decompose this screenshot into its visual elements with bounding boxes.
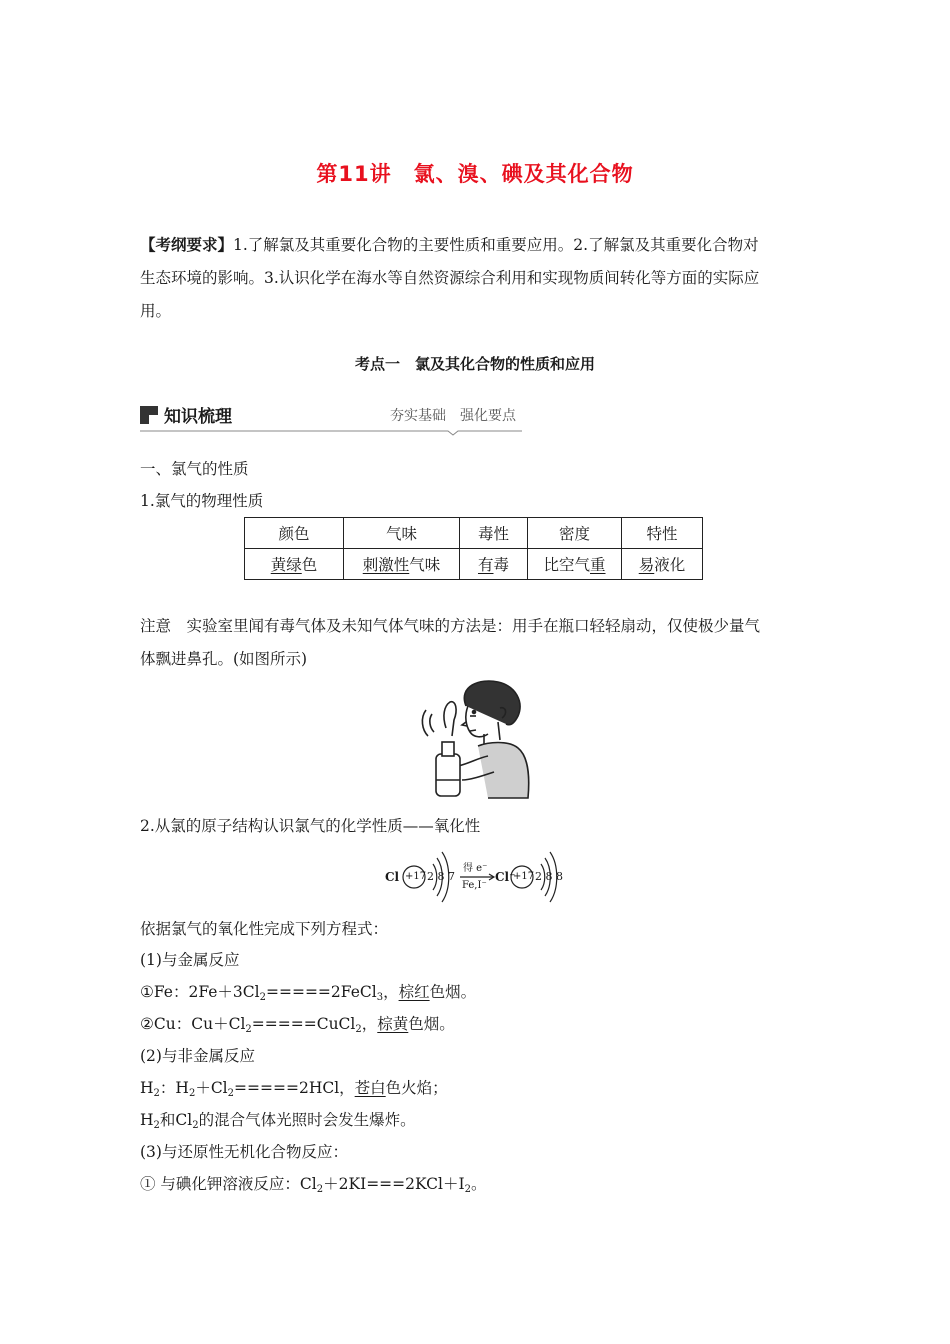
answer-underlined: 苍白	[354, 1079, 386, 1097]
table-cell-smell	[344, 549, 460, 580]
subscript: 2	[153, 1088, 160, 1099]
requirements-line3: 用。	[140, 302, 172, 320]
table-header-cell: 颜色	[245, 518, 344, 549]
eq-text: ①Fe：2Fe＋3Cl	[140, 983, 260, 1001]
knowledge-subtitle: 夯实基础 强化要点	[390, 408, 516, 424]
cell-underlined: 重	[590, 556, 606, 574]
requirements-line1: 1.了解氯及其重要化合物的主要性质和重要应用。2.了解氯及其重要化合物对	[233, 236, 759, 254]
eq-text: ：H	[159, 1079, 189, 1097]
table-header-cell: 毒性	[460, 518, 528, 549]
answer-underlined: 棕红	[398, 983, 430, 1001]
cell-text: 色	[301, 556, 318, 574]
heading-reducing-reaction: (3)与还原性无机化合物反应：	[140, 1143, 348, 1161]
heading-physical-properties: 1.氯气的物理性质	[140, 492, 264, 510]
subscript: 2	[464, 1184, 471, 1195]
section-title: 考点一 氯及其化合物的性质和应用	[354, 355, 595, 373]
note-line1: 注意 实验室里闻有毒气体及未知气体气味的方法是：用手在瓶口轻轻扇动，仅使极少量气	[140, 617, 761, 635]
eq-text: =====2FeCl	[265, 983, 377, 1001]
fe-equation	[140, 980, 476, 1003]
cl-ion-nucleus: +17	[513, 871, 535, 882]
eq-text: H	[140, 1079, 154, 1097]
requirements-label: 【考纲要求】	[140, 235, 234, 254]
eq-text: 色烟。	[408, 1015, 455, 1033]
cell-underlined: 刺激性	[362, 556, 410, 574]
eq-text: =====CuCl	[251, 1015, 356, 1033]
table-header-cell: 密度	[528, 518, 622, 549]
page-title: 第11讲 氯、溴、碘及其化合物	[316, 162, 634, 186]
requirements-paragraph	[140, 228, 812, 328]
eq-text: H	[140, 1111, 154, 1129]
h2-mixture-line	[140, 1108, 416, 1131]
subscript: 2	[245, 1024, 252, 1035]
subscript: 2	[192, 1120, 199, 1131]
knowledge-label: 知识梳理	[164, 407, 232, 427]
cell-text: 毒	[493, 556, 510, 574]
subscript: 2	[316, 1184, 324, 1195]
eq-text: ，	[383, 983, 399, 1001]
cell-underlined: 有	[477, 556, 494, 574]
eq-text: ＋2KI===2KCl＋I	[323, 1175, 465, 1193]
arrow-bottom-label: Fe,I⁻	[462, 880, 487, 891]
table-header-row	[245, 518, 703, 549]
eq-text: 和Cl	[159, 1111, 193, 1129]
knowledge-bar	[140, 400, 522, 436]
answer-underlined: 棕黄	[377, 1015, 409, 1033]
subscript: 2	[259, 992, 266, 1003]
table-header-cell: 特性	[622, 518, 703, 549]
subscript: 2	[355, 1024, 362, 1035]
physical-properties-table	[244, 517, 703, 580]
cell-text: 液化	[654, 556, 686, 574]
heading-chemical-properties: 2.从氯的原子结构认识氯气的化学性质——氧化性	[140, 817, 481, 835]
eq-text: ②Cu：Cu＋Cl	[140, 1015, 246, 1033]
note-paragraph	[140, 610, 812, 676]
table-cell-density	[528, 549, 622, 580]
table-cell-toxicity	[460, 549, 528, 580]
cu-equation	[140, 1012, 455, 1035]
eq-text: ，	[361, 1015, 378, 1033]
eq-text: 。	[471, 1175, 487, 1193]
intro-line: 依据氯气的氧化性完成下列方程式：	[140, 920, 389, 938]
eq-text: =====2HCl，	[234, 1079, 355, 1097]
cl-symbol: Cl	[385, 870, 400, 884]
subscript: 2	[188, 1088, 196, 1099]
cell-text: 气味	[409, 556, 441, 574]
wafting-illustration	[418, 676, 533, 800]
eq-text: 的混合气体光照时会发生爆炸。	[198, 1111, 416, 1129]
cell-underlined: 黄绿	[270, 556, 302, 574]
eq-text: ＋Cl	[195, 1079, 228, 1097]
subscript: 2	[227, 1088, 235, 1099]
cl-nucleus: +17	[405, 871, 427, 882]
table-header-cell: 气味	[344, 518, 460, 549]
table-cell-color	[245, 549, 344, 580]
heading-metal-reaction: (1)与金属反应	[140, 951, 240, 969]
eq-text: ① 与碘化钾溶液反应：Cl	[140, 1175, 317, 1193]
cl-ion-shells: 2 8 8	[535, 870, 563, 883]
subscript: 3	[376, 992, 384, 1003]
ki-equation	[140, 1172, 487, 1195]
eq-text: 色火焰；	[385, 1079, 448, 1097]
table-row	[245, 549, 703, 580]
knowledge-underline	[140, 400, 522, 436]
heading-nonmetal-reaction: (2)与非金属反应	[140, 1047, 255, 1065]
table-cell-special	[622, 549, 703, 580]
arrow-top-label: 得 e⁻	[463, 863, 488, 874]
subscript: 2	[153, 1120, 160, 1131]
h2-equation	[140, 1076, 448, 1099]
cell-underlined: 易	[638, 556, 655, 574]
cell-text: 比空气	[543, 556, 590, 574]
atomic-structure-diagram	[385, 844, 575, 910]
requirements-line2: 生态环境的影响。3.认识化学在海水等自然资源综合利用和实现物质间转化等方面的实际应	[140, 269, 760, 287]
cl-ion-symbol: Cl⁻	[495, 870, 516, 884]
eq-text: 色烟。	[429, 983, 477, 1001]
cl-shells: 2 8 7	[427, 870, 455, 883]
note-line2: 体飘进鼻孔。(如图所示)	[140, 650, 308, 668]
heading-chlorine-properties: 一、氯气的性质	[140, 460, 249, 478]
